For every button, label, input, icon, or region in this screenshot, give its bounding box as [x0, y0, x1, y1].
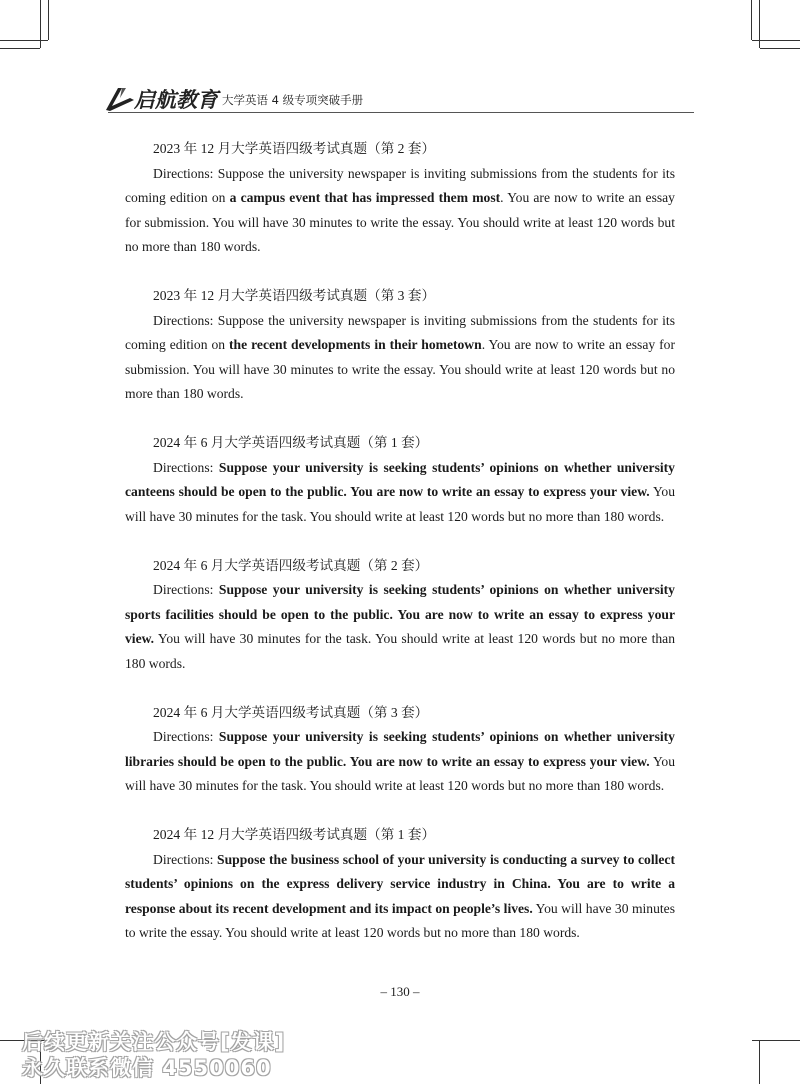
exam-section [125, 284, 675, 407]
directions-paragraph [125, 456, 675, 530]
page-number: – 130 – [380, 984, 420, 999]
directions-text: Directions: Suppose the university newspaper is inviting submissions from the students for its coming edition on [125, 312, 675, 352]
page-content [125, 137, 675, 970]
directions-text: You will have 30 minutes for the task. You should write at least 120 words but no more than 180 words. [125, 753, 675, 793]
page-header [104, 84, 694, 114]
section-title: 2024 年 6 月大学英语四级考试真题（第 2 套） [153, 557, 429, 573]
logo-text: 启航教育 [134, 88, 218, 112]
section-title: 2024 年 6 月大学英语四级考试真题（第 3 套） [153, 704, 429, 720]
exam-section [125, 823, 675, 946]
directions-text: . You are now to write an essay for submission. You will have 30 minutes to write the essay. You should write at least 120 words but no more than 180 words. [125, 190, 675, 254]
crop-mark [759, 0, 760, 48]
exam-section [125, 554, 675, 677]
section-title: 2023 年 12 月大学英语四级考试真题（第 2 套） [153, 141, 436, 156]
directions-paragraph [125, 848, 675, 946]
directions-paragraph [125, 578, 675, 676]
directions-text: Directions: [153, 729, 219, 744]
directions-bold-text: Suppose the business school of your university is conducting a survey to collect students’ opinions on the express delivery service industry in China. You are to write a response about its recent development and its impact on people’s lives. [125, 851, 675, 916]
directions-bold-text: the recent developments in their hometown [229, 337, 482, 352]
directions-bold-text: a campus event that has impressed them most [229, 190, 501, 205]
section-title: 2023 年 12 月大学英语四级考试真题（第 3 套） [153, 288, 436, 303]
directions-text: . You are now to write an essay for submission. You will have 30 minutes to write the essay. You should write at least 120 words but no more than 180 words. [125, 337, 675, 401]
watermark-line-2: 永久联系微信 4550060 [22, 1056, 272, 1080]
section-title: 2024 年 12 月大学英语四级考试真题（第 1 套） [153, 827, 436, 842]
logo-swoosh-icon [104, 84, 138, 112]
section-title: 2024 年 6 月大学英语四级考试真题（第 1 套） [153, 435, 429, 450]
directions-text: You will have 30 minutes for the task. You should write at least 120 words but no more than 180 words. [125, 631, 675, 671]
directions-bold-text: Suppose your university is seeking students’ opinions on whether university canteens should be open to the public. You are now to write an essay to express your view. [125, 459, 675, 499]
directions-text: Directions: [153, 851, 218, 867]
header-divider [108, 112, 694, 113]
exam-section [125, 137, 675, 260]
directions-text: Directions: [153, 459, 219, 475]
crop-mark [751, 0, 752, 40]
exam-section [125, 431, 675, 529]
crop-mark [0, 48, 40, 49]
directions-bold-text: Suppose your university is seeking students’ opinions on whether university libraries should be open to the public. You are now to write an essay to express your view. [125, 729, 675, 769]
directions-bold-text: Suppose your university is seeking students’ opinions on whether university sports facilities should be open to the public. You are now to write an essay to express your view. [125, 582, 675, 646]
directions-paragraph [125, 309, 675, 407]
directions-text: Directions: Suppose the university newspaper is inviting submissions from the students for its coming edition on [125, 165, 675, 205]
directions-text: You will have 30 minutes to write the essay. You should write at least 120 words but no more than 180 words. [125, 900, 675, 940]
directions-text: Directions: [153, 582, 219, 597]
header-subtitle: 大学英语 4 级专项突破手册 [222, 93, 364, 107]
crop-mark [48, 0, 49, 40]
directions-paragraph [125, 725, 675, 799]
watermark-line-1: 后续更新关注公众号[发课] [22, 1030, 286, 1054]
crop-mark [40, 0, 41, 48]
crop-mark [759, 1040, 760, 1084]
directions-text: You will have 30 minutes for the task. You should write at least 120 words but no more than 180 words. [125, 484, 675, 524]
directions-paragraph [125, 162, 675, 260]
crop-mark [760, 48, 800, 49]
exam-section [125, 701, 675, 799]
